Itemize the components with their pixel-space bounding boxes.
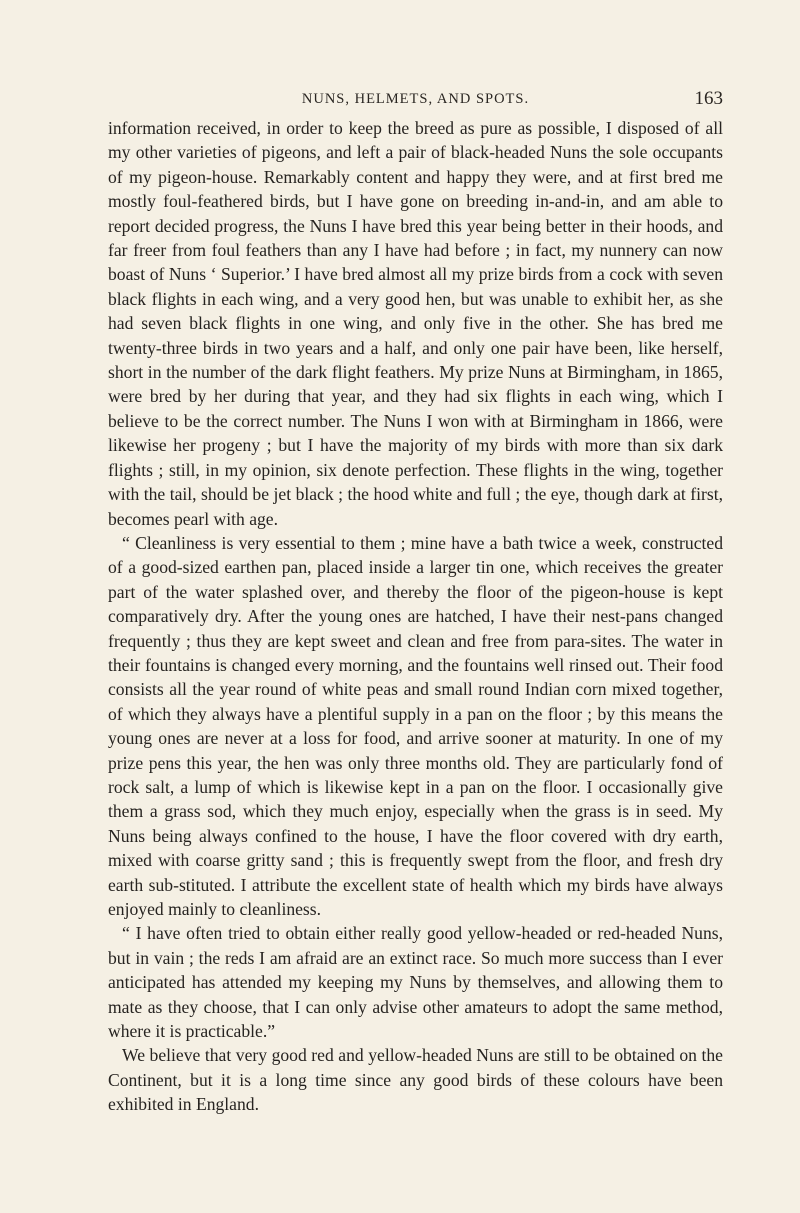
paragraph: “ Cleanliness is very essential to them ; mine have a bath twice a week, constructed of a good-sized earthen pan, placed inside a larger tin one, which receives the greater part of the water splashed over, and thereby the floor of the pigeon-house is kept comparatively dry. After the young ones are hatched, I have their nest-pans changed frequently ; thus they are kept sweet and clean and free from para-sites. The water in their fountains is changed every morning, and the fountains well rinsed out. Their food consists all the year round of white peas and small round Indian corn mixed together, of which they always have a plentiful supply in a pan on the floor ; by this means the young ones are never at a loss for food, and arrive sooner at maturity. In one of my prize pens this year, the hen was only three months old. They are particularly fond of rock salt, a lump of which is likewise kept in a pan on the floor. I occasionally give them a grass sod, which they much enjoy, especially when the grass is in seed. My Nuns being always confined to the house, I have the floor covered with dry earth, mixed with coarse gritty sand ; this is frequently swept from the floor, and fresh dry earth sub-stituted. I attribute the excellent state of health which my birds have always enjoyed mainly to cleanliness. — [108, 532, 723, 919]
running-head — [108, 88, 723, 112]
paragraph: information received, in order to keep the breed as pure as possible, I disposed of all my other varieties of pigeons, and left a pair of black-headed Nuns the sole occupants of my pigeon-house. Remarkably content and happy they were, and at first bred me mostly foul-feathered birds, but I have gone on breeding in-and-in, and am able to report decided progress, the Nuns I have bred this year being better in their hoods, and far freer from foul feathers than any I have had before ; in fact, my nunnery can now boast of Nuns ‘ Superior.’ I have bred almost all my prize birds from a cock with seven black flights in each wing, and a very good hen, but was unable to exhibit her, as she had seven black flights in one wing, and only five in the other. She has bred me twenty-three birds in two years and a half, and only one pair have been, like herself, short in the number of the dark flight feathers. My prize Nuns at Birmingham, in 1865, were bred by her during that year, and they had six flights in each wing, which I believe to be the correct number. The Nuns I won with at Birmingham in 1866, were likewise her progeny ; but I have the majority of my birds with more than six dark flights ; still, in my opinion, six denote perfection. These flights in the wing, together with the tail, should be jet black ; the hood white and full ; the eye, though dark at first, becomes pearl with age. — [108, 118, 723, 529]
running-title: NUNS, HELMETS, AND SPOTS. — [301, 91, 530, 107]
body-text — [108, 116, 723, 1117]
paragraph: We believe that very good red and yellow-headed Nuns are still to be obtained on the Continent, but it is a long time since any good birds of these colours have been exhibited in England. — [108, 1045, 723, 1115]
paragraph: “ I have often tried to obtain either really good yellow-headed or red-headed Nuns, but in vain ; the reds I am afraid are an extinct race. So much more success than I ever anticipated has attended my keeping my Nuns by themselves, and allowing them to mate as they choose, that I can only advise other amateurs to adopt the same method, where it is practicable.” — [108, 923, 723, 1042]
page-number: 163 — [694, 88, 723, 109]
